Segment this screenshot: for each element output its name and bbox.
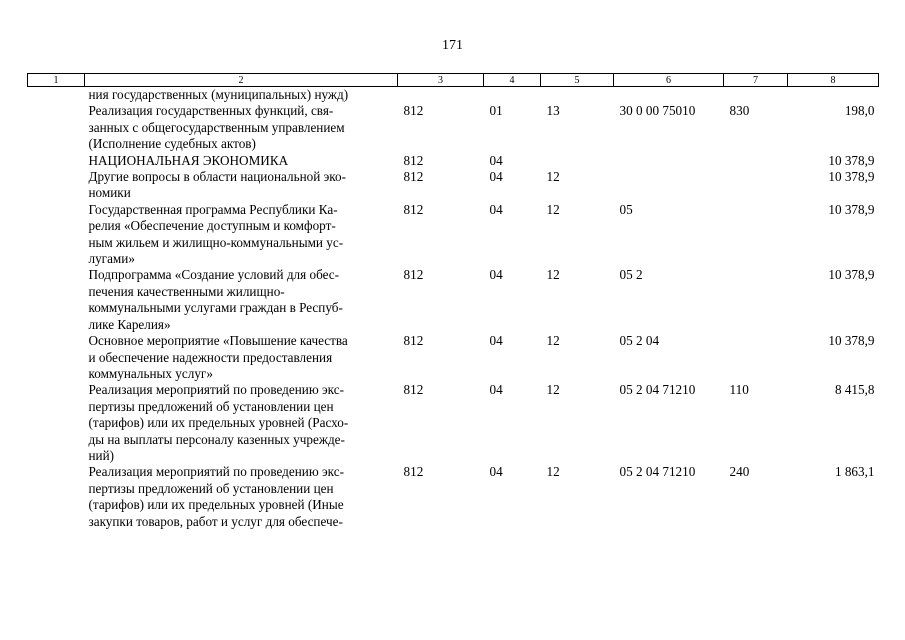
column-header-6: 6	[614, 74, 724, 87]
row-target-article: 05 2 04	[619, 333, 660, 349]
row-name: Основное мероприятие «Повышение качества и обеспечение надежности предоставления коммунальных услуг»	[88, 333, 348, 381]
table-row	[28, 169, 879, 202]
row-subsection: 12	[546, 201, 560, 217]
row-target-article: 05 2	[619, 267, 643, 283]
row-expense-type: 240	[729, 464, 750, 480]
row-subsection: 12	[546, 169, 560, 185]
column-header-7: 7	[724, 74, 788, 87]
row-ved-code: 812	[403, 464, 424, 480]
row-section: 04	[489, 169, 503, 185]
row-expense-type	[724, 87, 788, 104]
row-amount: 198,0	[844, 103, 875, 119]
row-ved-code: 812	[403, 267, 424, 283]
row-ved-code	[398, 87, 484, 104]
column-number-header	[28, 74, 879, 87]
row-ved-code: 812	[403, 382, 424, 398]
column-header-5: 5	[541, 74, 614, 87]
row-amount: 8 415,8	[834, 382, 875, 398]
row-section: 04	[489, 333, 503, 349]
row-amount	[788, 87, 879, 104]
row-name: Реализация мероприятий по проведению экс- пертизы предложений об установлении цен (тарифов) или их предельных уровней (Расхо- ды на выплаты персоналу казенных учрежде- ний)	[88, 382, 349, 463]
row-subsection: 12	[546, 333, 560, 349]
page-number: 171	[442, 38, 463, 53]
row-col-1	[28, 169, 85, 202]
table-row	[28, 103, 879, 152]
row-col-1	[28, 333, 85, 382]
row-subsection	[541, 87, 614, 104]
row-target-article	[614, 153, 724, 169]
table-row	[28, 333, 879, 382]
table-body	[28, 87, 879, 530]
row-expense-type	[724, 153, 788, 169]
row-col-1	[28, 103, 85, 152]
table-row	[28, 464, 879, 530]
row-name: ния государственных (муниципальных) нужд)	[88, 87, 349, 102]
row-name: НАЦИОНАЛЬНАЯ ЭКОНОМИКА	[88, 152, 289, 168]
row-col-1	[28, 202, 85, 268]
row-amount: 10 378,9	[828, 333, 875, 349]
table-row	[28, 153, 879, 169]
row-name: Другие вопросы в области национальной эко- номики	[88, 169, 346, 201]
row-col-1	[28, 87, 85, 104]
row-name: Реализация мероприятий по проведению экс- пертизы предложений об установлении цен (тарифов) или их предельных уровней (Иные закупки товаров, работ и услуг для обеспече-	[88, 464, 344, 529]
row-subsection: 12	[546, 464, 560, 480]
column-header-8: 8	[788, 74, 879, 87]
column-header-3: 3	[398, 74, 484, 87]
column-header-4: 4	[484, 74, 541, 87]
row-ved-code: 812	[403, 103, 424, 119]
row-amount: 10 378,9	[828, 152, 875, 168]
row-expense-type	[724, 202, 788, 268]
row-target-article: 05 2 04 71210	[619, 464, 696, 480]
row-name: Подпрограмма «Создание условий для обес- печения качественными жилищно- коммунальными услугами граждан в Респуб- лике Карелия»	[88, 267, 343, 332]
row-target-article: 05 2 04 71210	[619, 382, 696, 398]
row-target-article: 30 0 00 75010	[619, 103, 696, 119]
row-ved-code: 812	[403, 333, 424, 349]
row-expense-type: 110	[729, 382, 749, 398]
column-header-1: 1	[28, 74, 85, 87]
row-col-1	[28, 382, 85, 464]
row-name: Реализация государственных функций, свя- занных с общегосударственным управлением (Исполнение судебных актов)	[88, 103, 345, 152]
row-section	[484, 87, 541, 104]
row-ved-code: 812	[403, 201, 424, 217]
column-header-2: 2	[85, 74, 398, 87]
row-amount: 10 378,9	[828, 267, 875, 283]
table-row	[28, 87, 879, 104]
row-subsection	[541, 153, 614, 169]
row-target-article: 05	[619, 201, 633, 217]
row-expense-type	[724, 169, 788, 202]
row-section: 04	[489, 152, 503, 168]
row-expense-type	[724, 267, 788, 333]
row-target-article	[614, 169, 724, 202]
row-section: 04	[489, 464, 503, 480]
budget-table	[27, 73, 879, 530]
row-subsection: 12	[546, 382, 560, 398]
row-col-1	[28, 464, 85, 530]
row-col-1	[28, 153, 85, 169]
row-ved-code: 812	[403, 152, 424, 168]
row-col-1	[28, 267, 85, 333]
row-name: Государственная программа Республики Ка- релия «Обеспечение доступным и комфорт- ным жильем и жилищно-коммунальными ус- лугами»	[88, 201, 344, 267]
row-amount: 10 378,9	[828, 169, 875, 185]
table-row	[28, 382, 879, 464]
row-expense-type	[724, 333, 788, 382]
row-amount: 10 378,9	[828, 201, 875, 217]
row-ved-code: 812	[403, 169, 424, 185]
row-section: 04	[489, 267, 503, 283]
row-section: 01	[489, 103, 503, 119]
row-section: 04	[489, 382, 503, 398]
row-target-article	[614, 87, 724, 104]
row-amount: 1 863,1	[834, 464, 875, 480]
row-section: 04	[489, 201, 503, 217]
row-subsection: 12	[546, 267, 560, 283]
table-row	[28, 202, 879, 268]
row-expense-type: 830	[729, 103, 750, 119]
table-row	[28, 267, 879, 333]
row-subsection: 13	[546, 103, 560, 119]
